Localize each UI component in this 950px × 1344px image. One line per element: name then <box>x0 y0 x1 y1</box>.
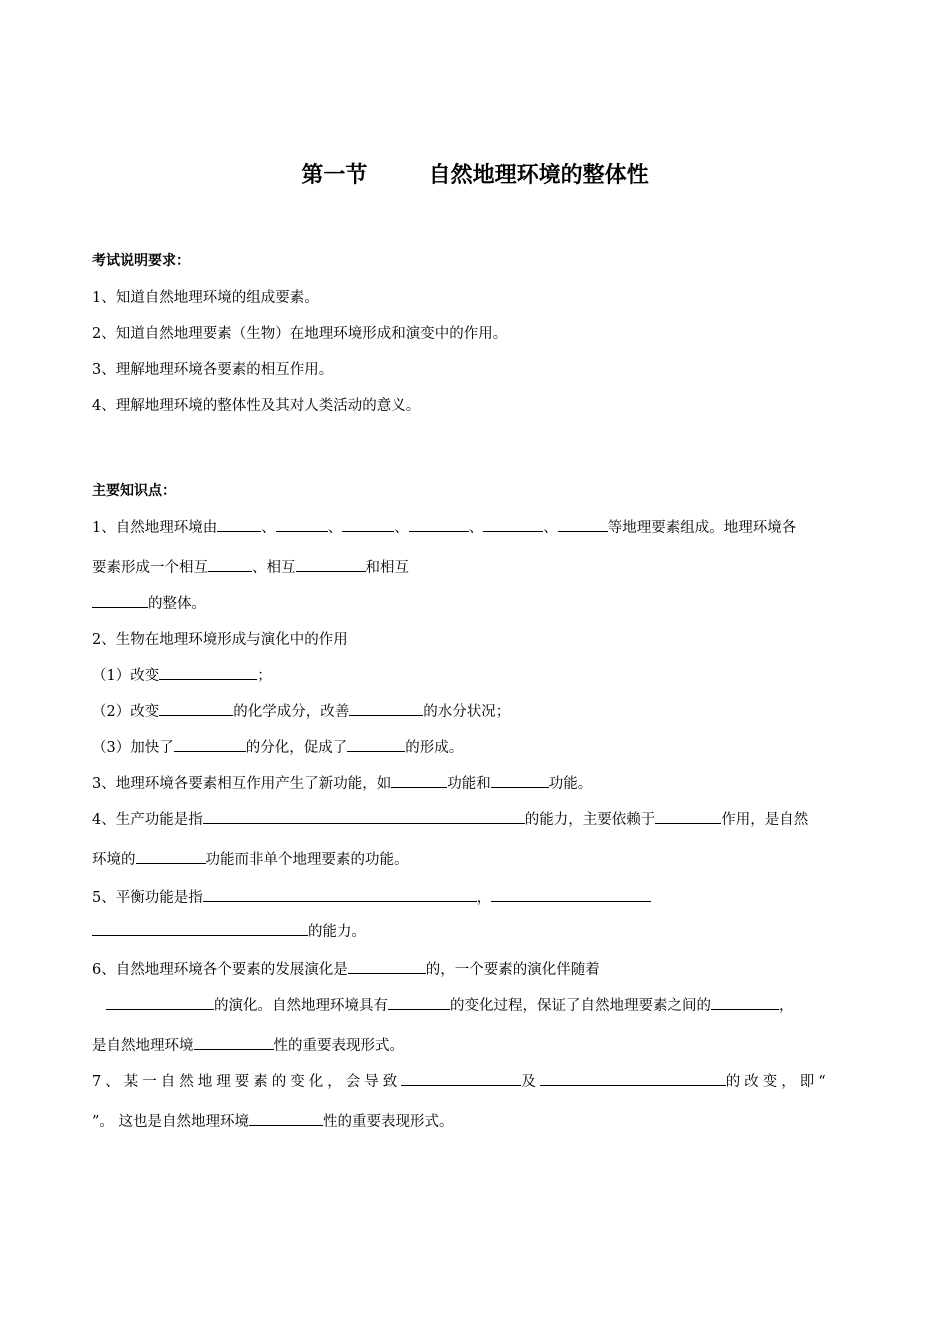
q2-s2-text-b: 的化学成分，改善 <box>233 704 350 720</box>
fill-blank[interactable] <box>203 886 477 902</box>
page-title: 第一节 自然地理环境的整体性 <box>301 163 649 188</box>
question-2-sub-3 <box>92 736 463 757</box>
question-1-line-3 <box>92 592 206 613</box>
question-4-line-2 <box>92 848 409 869</box>
fill-blank[interactable] <box>540 1070 726 1086</box>
q3-text-b: 功能和 <box>447 776 491 792</box>
fill-blank[interactable] <box>409 516 469 532</box>
q6-text-g: 性的重要表现形式。 <box>273 1038 404 1054</box>
q7-text-a: 7、某一自然地理要素的变化，会导致 <box>92 1074 402 1090</box>
question-7-line-2 <box>92 1110 454 1131</box>
fill-blank[interactable] <box>159 700 233 716</box>
question-7-line-1 <box>92 1070 830 1091</box>
q1-text-d: 、相互 <box>252 560 296 576</box>
q5-text-a: 5、平衡功能是指 <box>92 890 203 906</box>
q3-text-c: 功能。 <box>548 776 593 792</box>
fill-blank[interactable] <box>203 808 525 824</box>
exam-item-2: 2、知道自然地理要素（生物）在地理环境形成和演变中的作用。 <box>92 326 508 342</box>
exam-requirements-heading: 考试说明要求： <box>92 253 190 269</box>
q4-text-e: 功能而非单个地理要素的功能。 <box>205 852 409 868</box>
fill-blank[interactable] <box>92 920 308 936</box>
fill-blank[interactable] <box>342 516 394 532</box>
q6-text-c: 的演化。自然地理环境具有 <box>214 998 388 1014</box>
q1-text-c: 要素形成一个相互 <box>92 560 208 576</box>
question-1-line-1 <box>92 516 796 537</box>
separator: 、 <box>327 520 343 536</box>
q4-text-a: 4、生产功能是指 <box>92 812 203 828</box>
exam-item-3: 3、理解地理环境各要素的相互作用。 <box>92 362 334 378</box>
q2-s2-text-c: 的水分状况； <box>423 704 511 720</box>
fill-blank[interactable] <box>159 664 257 680</box>
fill-blank[interactable] <box>208 556 252 572</box>
separator: 、 <box>261 520 276 536</box>
q2-s1-text-b: ； <box>257 668 272 684</box>
q1-text-a: 1、自然地理环境由 <box>92 520 218 536</box>
fill-blank[interactable] <box>483 516 543 532</box>
q4-text-d: 环境的 <box>92 852 136 868</box>
q1-text-b: 等地理要素组成。地理环境各 <box>607 520 797 536</box>
q2-s3-text-b: 的分化，促成了 <box>245 740 348 756</box>
q7-text-c: 的改变，即“ <box>725 1074 830 1090</box>
question-5-line-1 <box>92 886 651 907</box>
fill-blank[interactable] <box>194 1034 274 1050</box>
q6-text-a: 6、自然地理环境各个要素的发展演化是 <box>92 962 348 978</box>
q5-text-b: ， <box>476 890 492 906</box>
fill-blank[interactable] <box>296 556 366 572</box>
q2-s3-text-c: 的形成。 <box>405 740 464 756</box>
q7-text-b: 及 <box>521 1074 540 1090</box>
fill-blank[interactable] <box>106 994 214 1010</box>
fill-blank[interactable] <box>174 736 246 752</box>
knowledge-points-heading: 主要知识点： <box>92 483 176 499</box>
question-2-heading: 2、生物在地理环境形成与演化中的作用 <box>92 632 348 648</box>
fill-blank[interactable] <box>217 516 261 532</box>
fill-blank[interactable] <box>401 1070 521 1086</box>
separator: 、 <box>468 520 484 536</box>
q5-text-c: 的能力。 <box>308 924 366 940</box>
question-6-line-1 <box>92 958 600 979</box>
q6-text-d: 的变化过程，保证了自然地理要素之间的 <box>450 998 711 1014</box>
fill-blank[interactable] <box>711 994 779 1010</box>
q1-text-e: 和相互 <box>365 560 409 576</box>
q1-text-f: 的整体。 <box>148 596 206 612</box>
question-1-line-2 <box>92 556 409 577</box>
q2-s2-text-a: （2）改变 <box>92 704 160 720</box>
fill-blank[interactable] <box>276 516 328 532</box>
q4-text-c: 作用，是自然 <box>721 812 809 828</box>
fill-blank[interactable] <box>349 700 423 716</box>
q7-text-d: ”。 这也是自然地理环境 <box>92 1114 250 1130</box>
fill-blank[interactable] <box>388 994 450 1010</box>
question-2-sub-2 <box>92 700 510 721</box>
separator: 、 <box>543 520 558 536</box>
fill-blank[interactable] <box>491 886 651 902</box>
fill-blank[interactable] <box>348 958 426 974</box>
fill-blank[interactable] <box>347 736 405 752</box>
question-2-sub-1 <box>92 664 272 685</box>
separator: 、 <box>394 520 409 536</box>
q2-s3-text-a: （3）加快了 <box>92 740 174 756</box>
fill-blank[interactable] <box>391 772 447 788</box>
exam-item-1: 1、知道自然地理环境的组成要素。 <box>92 290 319 306</box>
fill-blank[interactable] <box>92 592 148 608</box>
q7-text-e: 性的重要表现形式。 <box>323 1114 454 1130</box>
q4-text-b: 的能力，主要依赖于 <box>524 812 656 828</box>
question-6-line-3 <box>92 1034 404 1055</box>
exam-item-4: 4、理解地理环境的整体性及其对人类活动的意义。 <box>92 398 421 414</box>
question-4-line-1 <box>92 808 808 829</box>
fill-blank[interactable] <box>558 516 608 532</box>
q6-text-f: 是自然地理环境 <box>92 1038 194 1054</box>
q6-text-b: 的，一个要素的演化伴随着 <box>425 962 600 978</box>
fill-blank[interactable] <box>491 772 549 788</box>
fill-blank[interactable] <box>655 808 721 824</box>
question-3 <box>92 772 592 793</box>
q6-text-e: ， <box>779 998 794 1014</box>
q3-text-a: 3、地理环境各要素相互作用产生了新功能，如 <box>92 776 392 792</box>
q2-s1-text-a: （1）改变 <box>92 668 160 684</box>
question-6-line-2 <box>106 994 794 1015</box>
fill-blank[interactable] <box>136 848 206 864</box>
fill-blank[interactable] <box>249 1110 323 1126</box>
question-5-line-2 <box>92 920 366 941</box>
